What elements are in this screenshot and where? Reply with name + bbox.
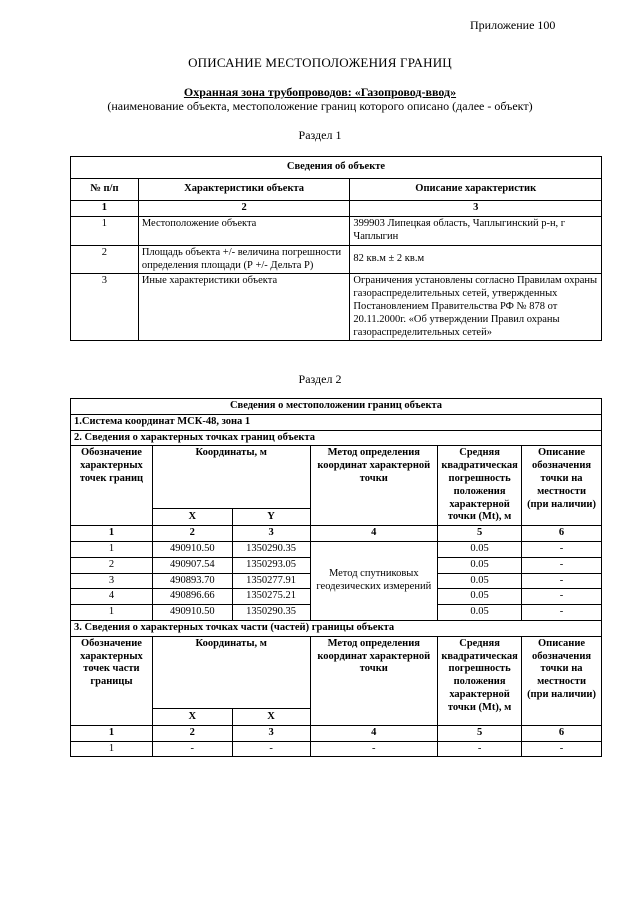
point-number: 1: [71, 541, 153, 557]
point-y: 1350277.91: [232, 573, 310, 589]
row-characteristic: Иные характеристики объекта: [138, 274, 350, 341]
col-header-x: X: [152, 708, 232, 725]
table-header-row: [71, 179, 602, 201]
col-header-error: Средняя квадратическая погрешность положения характерной точки (Mt), м: [438, 446, 522, 526]
table-header-row: [71, 636, 602, 708]
point-x: 490907.54: [152, 557, 232, 573]
part-point-method: -: [310, 741, 438, 757]
table-numbering-row: [71, 201, 602, 217]
col-header-y: Y: [232, 509, 310, 526]
col-header-designation: Обозначение характерных точек границ: [71, 446, 153, 526]
point-error: 0.05: [438, 605, 522, 621]
point-y: 1350293.05: [232, 557, 310, 573]
col-header-description: Описание характеристик: [350, 179, 602, 201]
col-number: 3: [232, 526, 310, 542]
point-description: -: [522, 573, 602, 589]
col-header-point-description: Описание обозначения точки на местности (при наличии): [522, 636, 602, 725]
part-title: 3. Сведения о характерных точках части (частей) границы объекта: [71, 620, 602, 636]
points-title-row: [71, 430, 602, 446]
point-number: 1: [71, 605, 153, 621]
col-number: 3: [232, 725, 310, 741]
row-number: 1: [71, 216, 139, 245]
part-point-number: 1: [71, 741, 153, 757]
table-row: [71, 216, 602, 245]
row-number: 2: [71, 245, 139, 274]
point-error: 0.05: [438, 589, 522, 605]
point-x: 490910.50: [152, 605, 232, 621]
col-number: 4: [310, 526, 438, 542]
col-number: 1: [71, 201, 139, 217]
coord-system-row: [71, 414, 602, 430]
point-y: 1350275.21: [232, 589, 310, 605]
col-number: 1: [71, 526, 153, 542]
point-y: 1350290.35: [232, 605, 310, 621]
appendix-label: Приложение 100: [470, 18, 556, 32]
part-point-error: -: [438, 741, 522, 757]
table-row: [71, 541, 602, 557]
col-number: 2: [152, 526, 232, 542]
table-numbering-row: [71, 725, 602, 741]
col-header-method: Метод определения координат характерной точки: [310, 636, 438, 725]
col-header-error: Средняя квадратическая погрешность положения характерной точки (Mt), м: [438, 636, 522, 725]
part-title-row: [71, 620, 602, 636]
point-description: -: [522, 541, 602, 557]
col-number: 3: [350, 201, 602, 217]
point-x: 490893.70: [152, 573, 232, 589]
points-title: 2. Сведения о характерных точках границ объекта: [71, 430, 602, 446]
section1-title: Раздел 1: [298, 128, 342, 142]
point-error: 0.05: [438, 573, 522, 589]
point-x: 490896.66: [152, 589, 232, 605]
part-point-x: -: [152, 741, 232, 757]
row-description: Ограничения установлены согласно Правилам охраны газораспределительных сетей, утвержденных Постановлением Правительства РФ № 878 от 20.11.2000г. «Об утверждении Правил охраны газораспределительных сетей»: [350, 274, 602, 341]
object-info-table: [70, 156, 602, 341]
col-header-coords: Координаты, м: [152, 636, 310, 708]
point-description: -: [522, 589, 602, 605]
row-number: 3: [71, 274, 139, 341]
col-number: 2: [152, 725, 232, 741]
table-title-row: [71, 399, 602, 415]
row-description: 399903 Липецкая область, Чаплыгинский р-н, г Чаплыгин: [350, 216, 602, 245]
point-method: Метод спутниковых геодезических измерений: [310, 541, 438, 620]
col-number: 1: [71, 725, 153, 741]
point-description: -: [522, 605, 602, 621]
col-header-characteristic: Характеристики объекта: [138, 179, 350, 201]
table-title-row: [71, 157, 602, 179]
coord-system: 1.Система координат МСК-48, зона 1: [71, 414, 602, 430]
point-x: 490910.50: [152, 541, 232, 557]
table-row: [71, 741, 602, 757]
table-numbering-row: [71, 526, 602, 542]
table-header-row: [71, 446, 602, 509]
col-number: 2: [138, 201, 350, 217]
col-number: 6: [522, 526, 602, 542]
col-header-coords: Координаты, м: [152, 446, 310, 509]
page-title: ОПИСАНИЕ МЕСТОПОЛОЖЕНИЯ ГРАНИЦ: [188, 55, 452, 70]
col-header-designation: Обозначение характерных точек части границы: [71, 636, 153, 725]
col-header-y: X: [232, 708, 310, 725]
point-description: -: [522, 557, 602, 573]
object-name: Охранная зона трубопроводов: «Газопровод-ввод»: [183, 85, 457, 99]
row-description: 82 кв.м ± 2 кв.м: [350, 245, 602, 274]
part-point-description: -: [522, 741, 602, 757]
col-number: 5: [438, 725, 522, 741]
table-row: [71, 245, 602, 274]
col-header-x: X: [152, 509, 232, 526]
part-point-y: -: [232, 741, 310, 757]
boundary-table: [70, 398, 602, 757]
section2-title: Раздел 2: [298, 372, 342, 386]
point-y: 1350290.35: [232, 541, 310, 557]
point-error: 0.05: [438, 541, 522, 557]
table-row: [71, 274, 602, 341]
table-title: Сведения о местоположении границ объекта: [71, 399, 602, 415]
col-number: 4: [310, 725, 438, 741]
col-header-number: № п/п: [71, 179, 139, 201]
row-characteristic: Площадь объекта +/- величина погрешности определения площади (Р +/- Дельта Р): [138, 245, 350, 274]
point-number: 4: [71, 589, 153, 605]
object-subtitle: (наименование объекта, местоположение границ которого описано (далее - объект): [107, 99, 533, 113]
col-header-point-description: Описание обозначения точки на местности (при наличии): [522, 446, 602, 526]
point-error: 0.05: [438, 557, 522, 573]
col-header-method: Метод определения координат характерной точки: [310, 446, 438, 526]
col-number: 6: [522, 725, 602, 741]
table-title: Сведения об объекте: [71, 157, 602, 179]
point-number: 2: [71, 557, 153, 573]
point-number: 3: [71, 573, 153, 589]
col-number: 5: [438, 526, 522, 542]
row-characteristic: Местоположение объекта: [138, 216, 350, 245]
